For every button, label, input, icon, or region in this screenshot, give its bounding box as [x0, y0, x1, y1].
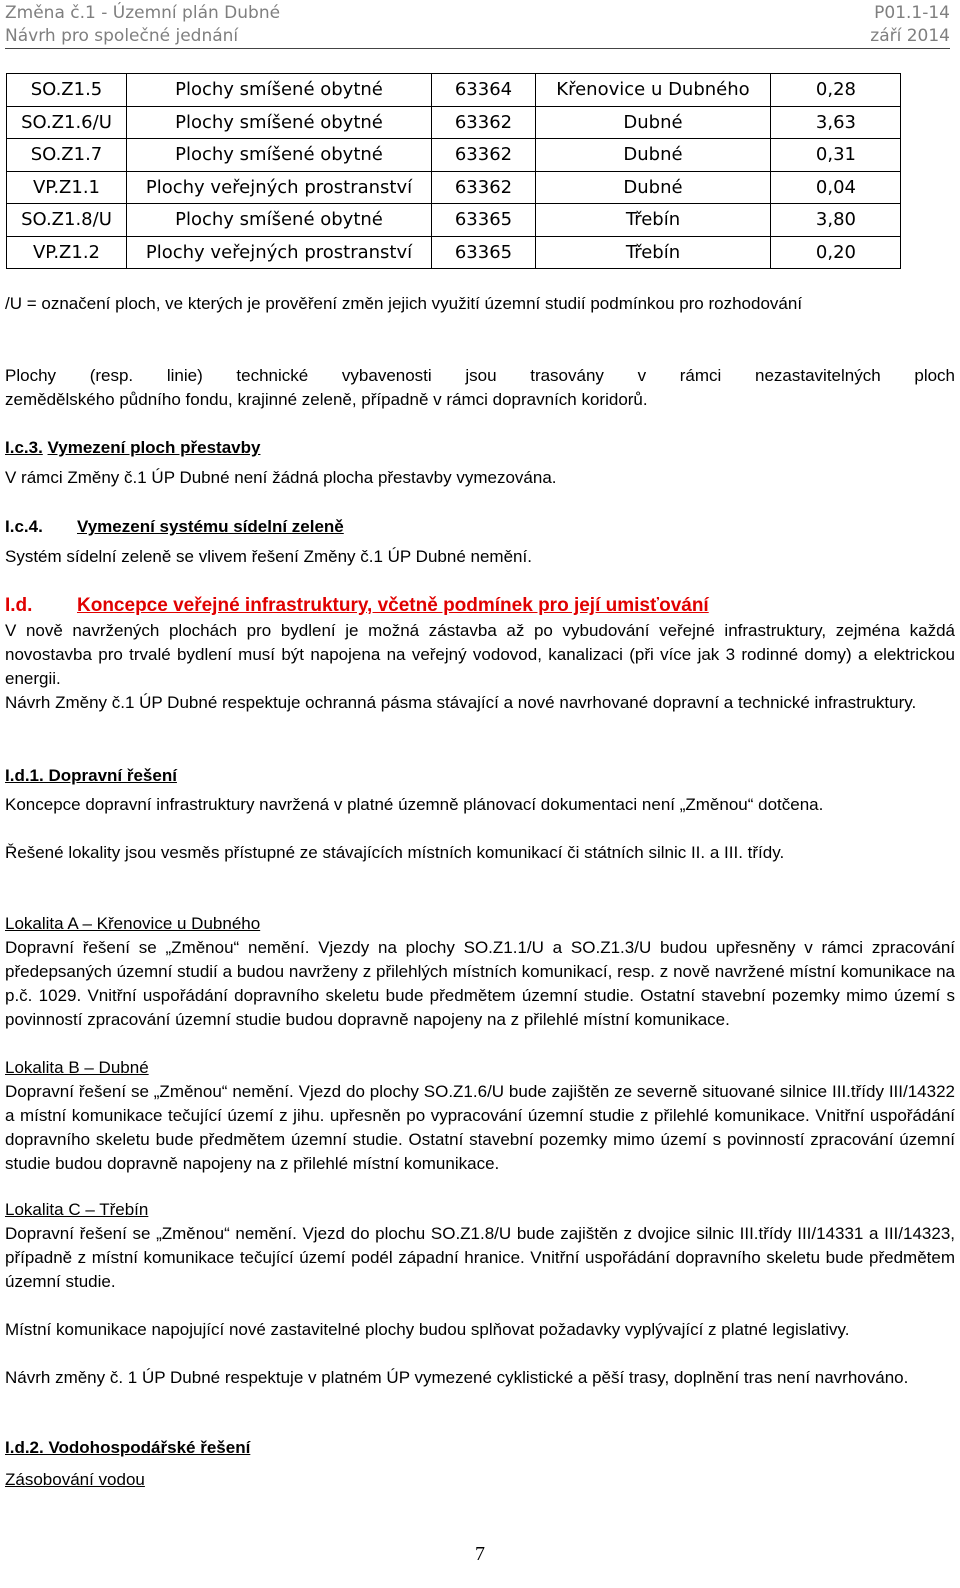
area-type-cell: Plochy smíšené obytné — [127, 139, 432, 172]
area-type-cell: Plochy veřejných prostranství — [127, 236, 432, 269]
table-row — [7, 171, 901, 204]
section-d2-title: I.d.2. Vodohospodářské řešení — [5, 1438, 251, 1457]
table-row — [7, 139, 901, 172]
cadastre-code-cell: 63364 — [432, 74, 536, 107]
locality-c-title-text: Lokalita C – Třebín — [5, 1200, 149, 1219]
area-size-cell: 3,80 — [771, 204, 901, 237]
areas-table — [6, 73, 901, 269]
area-type-cell: Plochy smíšené obytné — [127, 74, 432, 107]
section-d2-subheading — [5, 1468, 955, 1492]
area-size-cell: 0,28 — [771, 74, 901, 107]
header-left — [5, 2, 280, 48]
locality-b-text: Dopravní řešení se „Změnou“ nemění. Vjezd do plochy SO.Z1.6/U bude zajištěn ze severně situované silnice III.třídy III/14322 a místní komunikace tečující území z jihu. upřesněn po vypracování územní studie z přilehlé komunikace. Vnitřní uspořádání dopravního skeletu bude předmětem územní studie. Ostatní stavební pozemky mimo území s povinností zpracování územní studie budou dopravně napojeny na z přilehlé místní komunikace. — [5, 1082, 955, 1173]
area-code-cell: VP.Z1.2 — [7, 236, 127, 269]
plochy-paragraph — [5, 364, 955, 412]
section-c4-heading — [5, 515, 955, 539]
area-code-cell: SO.Z1.7 — [7, 139, 127, 172]
locality-a-title — [5, 912, 955, 936]
cadastre-name-cell: Třebín — [536, 236, 771, 269]
area-code-cell: SO.Z1.6/U — [7, 106, 127, 139]
section-d-heading — [5, 594, 955, 618]
area-size-cell: 3,63 — [771, 106, 901, 139]
cadastre-name-cell: Křenovice u Dubného — [536, 74, 771, 107]
section-d-paragraph-1: V nově navržených plochách pro bydlení je možná zástavba až po vybudování veřejné infrastruktury, zejména každá novostavba pro trvalé bydlení musí být napojena na veřejný vodovod, kanalizaci (při více jak 3 rodinné domy) a elektrickou energii. — [5, 621, 955, 688]
document-date: září 2014 — [870, 26, 950, 46]
water-supply-title: Zásobování vodou — [5, 1470, 145, 1489]
section-c3-heading — [5, 436, 955, 460]
plochy-line-1: Plochy (resp. linie) technické vybavenosti jsou trasovány v rámci nezastavitelných ploch — [5, 366, 955, 385]
locality-b-title-text: Lokalita B – Dubné — [5, 1058, 149, 1077]
section-d1-paragraph-3: Místní komunikace napojující nové zastavitelné plochy budou splňovat požadavky vyplývající z platné legislativy. — [5, 1320, 850, 1339]
plochy-line-2: zemědělského půdního fondu, krajinné zeleně, případně v rámci dopravních koridorů. — [5, 390, 648, 409]
area-code-cell: SO.Z1.8/U — [7, 204, 127, 237]
section-d-paragraph-2: Návrh Změny č.1 ÚP Dubné respektuje ochranná pásma stávající a nové navrhované dopravní a technické infrastruktury. — [5, 693, 917, 712]
area-size-cell: 0,31 — [771, 139, 901, 172]
area-size-cell: 0,04 — [771, 171, 901, 204]
locality-c-title — [5, 1198, 955, 1222]
locality-a-title-text: Lokalita A – Křenovice u Dubného — [5, 914, 261, 933]
page-code: P01.1-14 — [874, 3, 950, 23]
cadastre-code-cell: 63362 — [432, 171, 536, 204]
section-d1-paragraph-1: Koncepce dopravní infrastruktury navržená v platné územně plánovací dokumentaci není „Změnou“ dotčena. — [5, 795, 824, 814]
area-code-cell: SO.Z1.5 — [7, 74, 127, 107]
section-d1-heading — [5, 764, 955, 788]
page-header — [5, 0, 950, 49]
locality-a-text: Dopravní řešení se „Změnou“ nemění. Vjezdy na plochy SO.Z1.1/U a SO.Z1.3/U budou upřesněny v rámci zpracování předepsaných územní studií a budou navrženy z přilehlých místních komunikací, resp. z nově navržené místní komunikace na p.č. 1029. Vnitřní uspořádání dopravního skeletu bude předmětem územní studie. Ostatní stavební pozemky mimo území s povinností zpracování územní studie budou dopravně napojeny na z přilehlé místní komunikace. — [5, 938, 955, 1029]
section-c4-text: Systém sídelní zeleně se vlivem řešení Změny č.1 ÚP Dubné nemění. — [5, 547, 532, 566]
cadastre-name-cell: Dubné — [536, 106, 771, 139]
section-d1-title: I.d.1. Dopravní řešení — [5, 766, 177, 785]
table-row — [7, 106, 901, 139]
section-d-number: I.d. — [5, 595, 33, 616]
locality-c-text: Dopravní řešení se „Změnou“ nemění. Vjezd do plochu SO.Z1.8/U bude zajištěn z dvojice silnic III.třídy III/14331 a III/14323, případně z místní komunikace tečující území podél západní hranice. Vnitřní uspořádání dopravního skeletu bude předmětem územní studie. — [5, 1224, 955, 1291]
section-d-title: Koncepce veřejné infrastruktury, včetně podmínek pro její umisťování — [77, 595, 709, 616]
section-d2-heading — [5, 1436, 955, 1460]
section-c3-text: V rámci Změny č.1 ÚP Dubné není žádná plocha přestavby vymezována. — [5, 468, 557, 487]
u-note: /U = označení ploch, ve kterých je prověření změn jejich využití územní studií podmínkou pro rozhodování — [5, 294, 803, 313]
area-size-cell: 0,20 — [771, 236, 901, 269]
cadastre-code-cell: 63362 — [432, 106, 536, 139]
document-title: Změna č.1 - Územní plán Dubné — [5, 3, 281, 23]
page-number: 7 — [475, 1543, 485, 1565]
cadastre-code-cell: 63365 — [432, 236, 536, 269]
area-code-cell: VP.Z1.1 — [7, 171, 127, 204]
section-c4-number: I.c.4. — [5, 517, 43, 536]
areas-table-body — [7, 74, 901, 269]
section-c3-title: Vymezení ploch přestavby — [47, 438, 261, 457]
table-row — [7, 74, 901, 107]
table-row — [7, 236, 901, 269]
cadastre-name-cell: Dubné — [536, 139, 771, 172]
cadastre-code-cell: 63362 — [432, 139, 536, 172]
document-subtitle: Návrh pro společné jednání — [5, 26, 239, 46]
section-d1-paragraph-4: Návrh změny č. 1 ÚP Dubné respektuje v platném ÚP vymezené cyklistické a pěší trasy, doplnění tras není navrhováno. — [5, 1368, 909, 1387]
cadastre-code-cell: 63365 — [432, 204, 536, 237]
section-c4-title: Vymezení systému sídelní zeleně — [77, 517, 344, 536]
header-right — [870, 2, 950, 48]
section-c3-number: I.c.3. — [5, 438, 43, 457]
section-d1-paragraph-2: Řešené lokality jsou vesměs přístupné ze stávajících místních komunikací či státních silnic II. a III. třídy. — [5, 843, 785, 862]
table-row — [7, 204, 901, 237]
cadastre-name-cell: Třebín — [536, 204, 771, 237]
area-type-cell: Plochy smíšené obytné — [127, 106, 432, 139]
area-type-cell: Plochy smíšené obytné — [127, 204, 432, 237]
cadastre-name-cell: Dubné — [536, 171, 771, 204]
area-type-cell: Plochy veřejných prostranství — [127, 171, 432, 204]
locality-b-title — [5, 1056, 955, 1080]
